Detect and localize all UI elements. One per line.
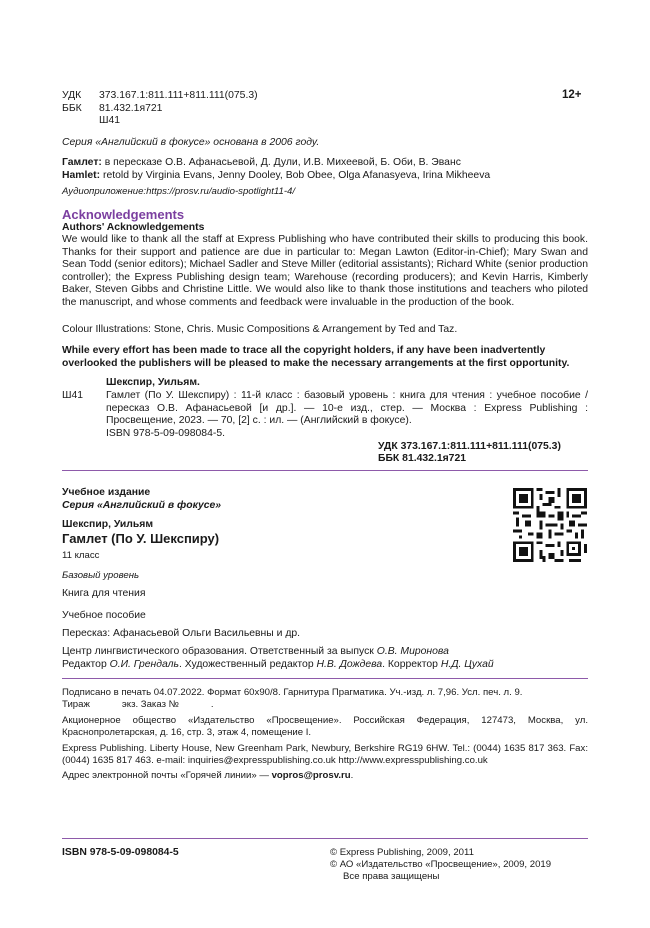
- author-code: Ш41: [99, 115, 121, 127]
- edition-author: Шекспир, Уильям: [62, 519, 154, 530]
- catalog-code: Ш41: [62, 390, 84, 401]
- art-name: Н.В. Дождева: [316, 659, 383, 670]
- hamlet-ru-line: [62, 157, 461, 170]
- catalog-udk: УДК 373.167.1:811.111+811.111(075.3): [378, 441, 561, 452]
- print-express: Express Publishing. Liberty House, New Greenham Park, Newbury, Berkshire RG19 6HW. Tel.: (0044) 1635 817 363. Fax: (0044) 1635 817 463. e-mail: inquiries@expresspublishing.co.uk http://www.expresspublishing.co.uk: [62, 743, 588, 766]
- footer-copy2: © АО «Издательство «Просвещение», 2009, 2019: [330, 859, 552, 870]
- hamlet-en-label: Hamlet:: [62, 170, 101, 181]
- edition-series: Серия «Английский в фокусе»: [62, 500, 222, 511]
- series-note: Серия «Английский в фокусе» основана в 2006 году.: [62, 137, 320, 148]
- bbk-label: ББК: [62, 102, 82, 114]
- ack-illustrations: Colour Illustrations: Stone, Chris. Music Compositions & Arrangement by Ted and Taz.: [62, 324, 458, 335]
- editor-label: Редактор: [62, 659, 110, 670]
- art-label: . Художественный редактор: [179, 659, 317, 670]
- bbk-value: 81.432.1я721: [99, 102, 163, 114]
- print-company: Акционерное общество «Издательство «Просвещение». Российская Федерация, 127473, Москва, ул. Краснопролетарская, д. 16, стр. 3, этаж 4, помещение I.: [62, 715, 588, 738]
- edition-type: Учебное издание: [62, 487, 151, 498]
- edition-book-type: Книга для чтения: [62, 588, 146, 599]
- ack-subtitle: Authors' Acknowledgements: [62, 222, 205, 233]
- center-prefix: Центр лингвистического образования. Ответственный за выпуск: [62, 646, 377, 657]
- divider-middle: [62, 678, 588, 679]
- hamlet-en-line: [62, 170, 490, 183]
- print-hotline: [62, 770, 353, 782]
- center-person: О.В. Миронова: [376, 646, 449, 657]
- copyright-note: While every effort has been made to trace all the copyright holders, if any have been inadvertently overlooked the publishers will be pleased to make the necessary arrangements at the first opportunity.: [62, 345, 570, 369]
- udk-label: УДК: [62, 90, 82, 101]
- hamlet-en-text: retold by Virginia Evans, Jenny Dooley, Bob Obee, Olga Afanasyeva, Irina Mikheeva: [103, 170, 491, 181]
- footer-isbn: ISBN 978-5-09-098084-5: [62, 847, 179, 858]
- ack-title: Acknowledgements: [62, 207, 185, 222]
- print-circulation: Тираж экз. Заказ № .: [62, 699, 214, 710]
- edition-retelling: Пересказ: Афанасьевой Ольги Васильевны и др.: [62, 628, 301, 639]
- catalog-isbn: ISBN 978-5-09-098084-5.: [106, 428, 225, 439]
- footer-rights: Все права защищены: [343, 871, 440, 882]
- divider-top: [62, 470, 588, 471]
- hotline-prefix: Адрес электронной почты «Горячей линии» —: [62, 770, 272, 781]
- hamlet-ru-label: Гамлет:: [62, 157, 102, 168]
- edition-center: [62, 646, 449, 659]
- qr-code: [513, 488, 587, 562]
- corrector-name: Н.Д. Цухай: [440, 659, 494, 670]
- hotline-email: vopros@prosv.ru: [271, 770, 351, 781]
- catalog-bbk: ББК 81.432.1я721: [378, 453, 467, 464]
- corrector-label: . Корректор: [382, 659, 441, 670]
- edition-level: Базовый уровень: [62, 570, 140, 581]
- audio-link: Аудиоприложение:https://prosv.ru/audio-spotlight11-4/: [62, 186, 296, 197]
- hotline-suffix: .: [350, 770, 354, 781]
- edition-title: Гамлет (По У. Шекспиру): [62, 531, 220, 546]
- print-signed: Подписано в печать 04.07.2022. Формат 60х90/8. Гарнитура Прагматика. Уч.-изд. л. 7,96. Усл. печ. л. 9.: [62, 687, 523, 698]
- udk-value: 373.167.1:811.111+811.111(075.3): [99, 90, 258, 101]
- footer-copy1: © Express Publishing, 2009, 2011: [330, 847, 474, 858]
- divider-bottom: [62, 838, 588, 839]
- ack-body: We would like to thank all the staff at Express Publishing who have contributed their skills to producing this book. Thanks for their support and patience are due in particular to: Megan Lawton (Editor-in-Chief); Mary Swan and Sean Todd (senior editors); Michael Sadler and Steve Miller (editorial assistants); Richard White (senior production controller); the Express Publishing design team; Warehouse (recording producers); and Kevin Harris, Kimberly Baker, Steven Gibbs and Christine Little. We would also like to thank those institutions and teachers who piloted the manuscript, and whose comments and feedback were invaluable in the production of the book.: [62, 234, 588, 308]
- catalog-entry: Гамлет (По У. Шекспиру) : 11-й класс : базовый уровень : книга для чтения : учебное пособие / пересказ О.В. Афанасьевой [и др.]. — 10-е изд., стер. — Москва : Express Publishing : Просвещение, 2023. — 70, [2] с. : ил. — (Английский в фокусе).: [106, 390, 588, 427]
- udk-block: [62, 90, 362, 128]
- catalog-author: Шекспир, Уильям.: [106, 377, 200, 388]
- edition-grade: 11 класс: [62, 550, 100, 561]
- hamlet-ru-text: в пересказе О.В. Афанасьевой, Д. Дули, И.В. Михеевой, Б. Оби, В. Эванс: [104, 157, 461, 168]
- edition-manual: Учебное пособие: [62, 610, 146, 621]
- age-rating: 12+: [562, 89, 582, 101]
- editor-name: О.И. Грендаль: [109, 659, 180, 670]
- edition-editors: [62, 659, 494, 672]
